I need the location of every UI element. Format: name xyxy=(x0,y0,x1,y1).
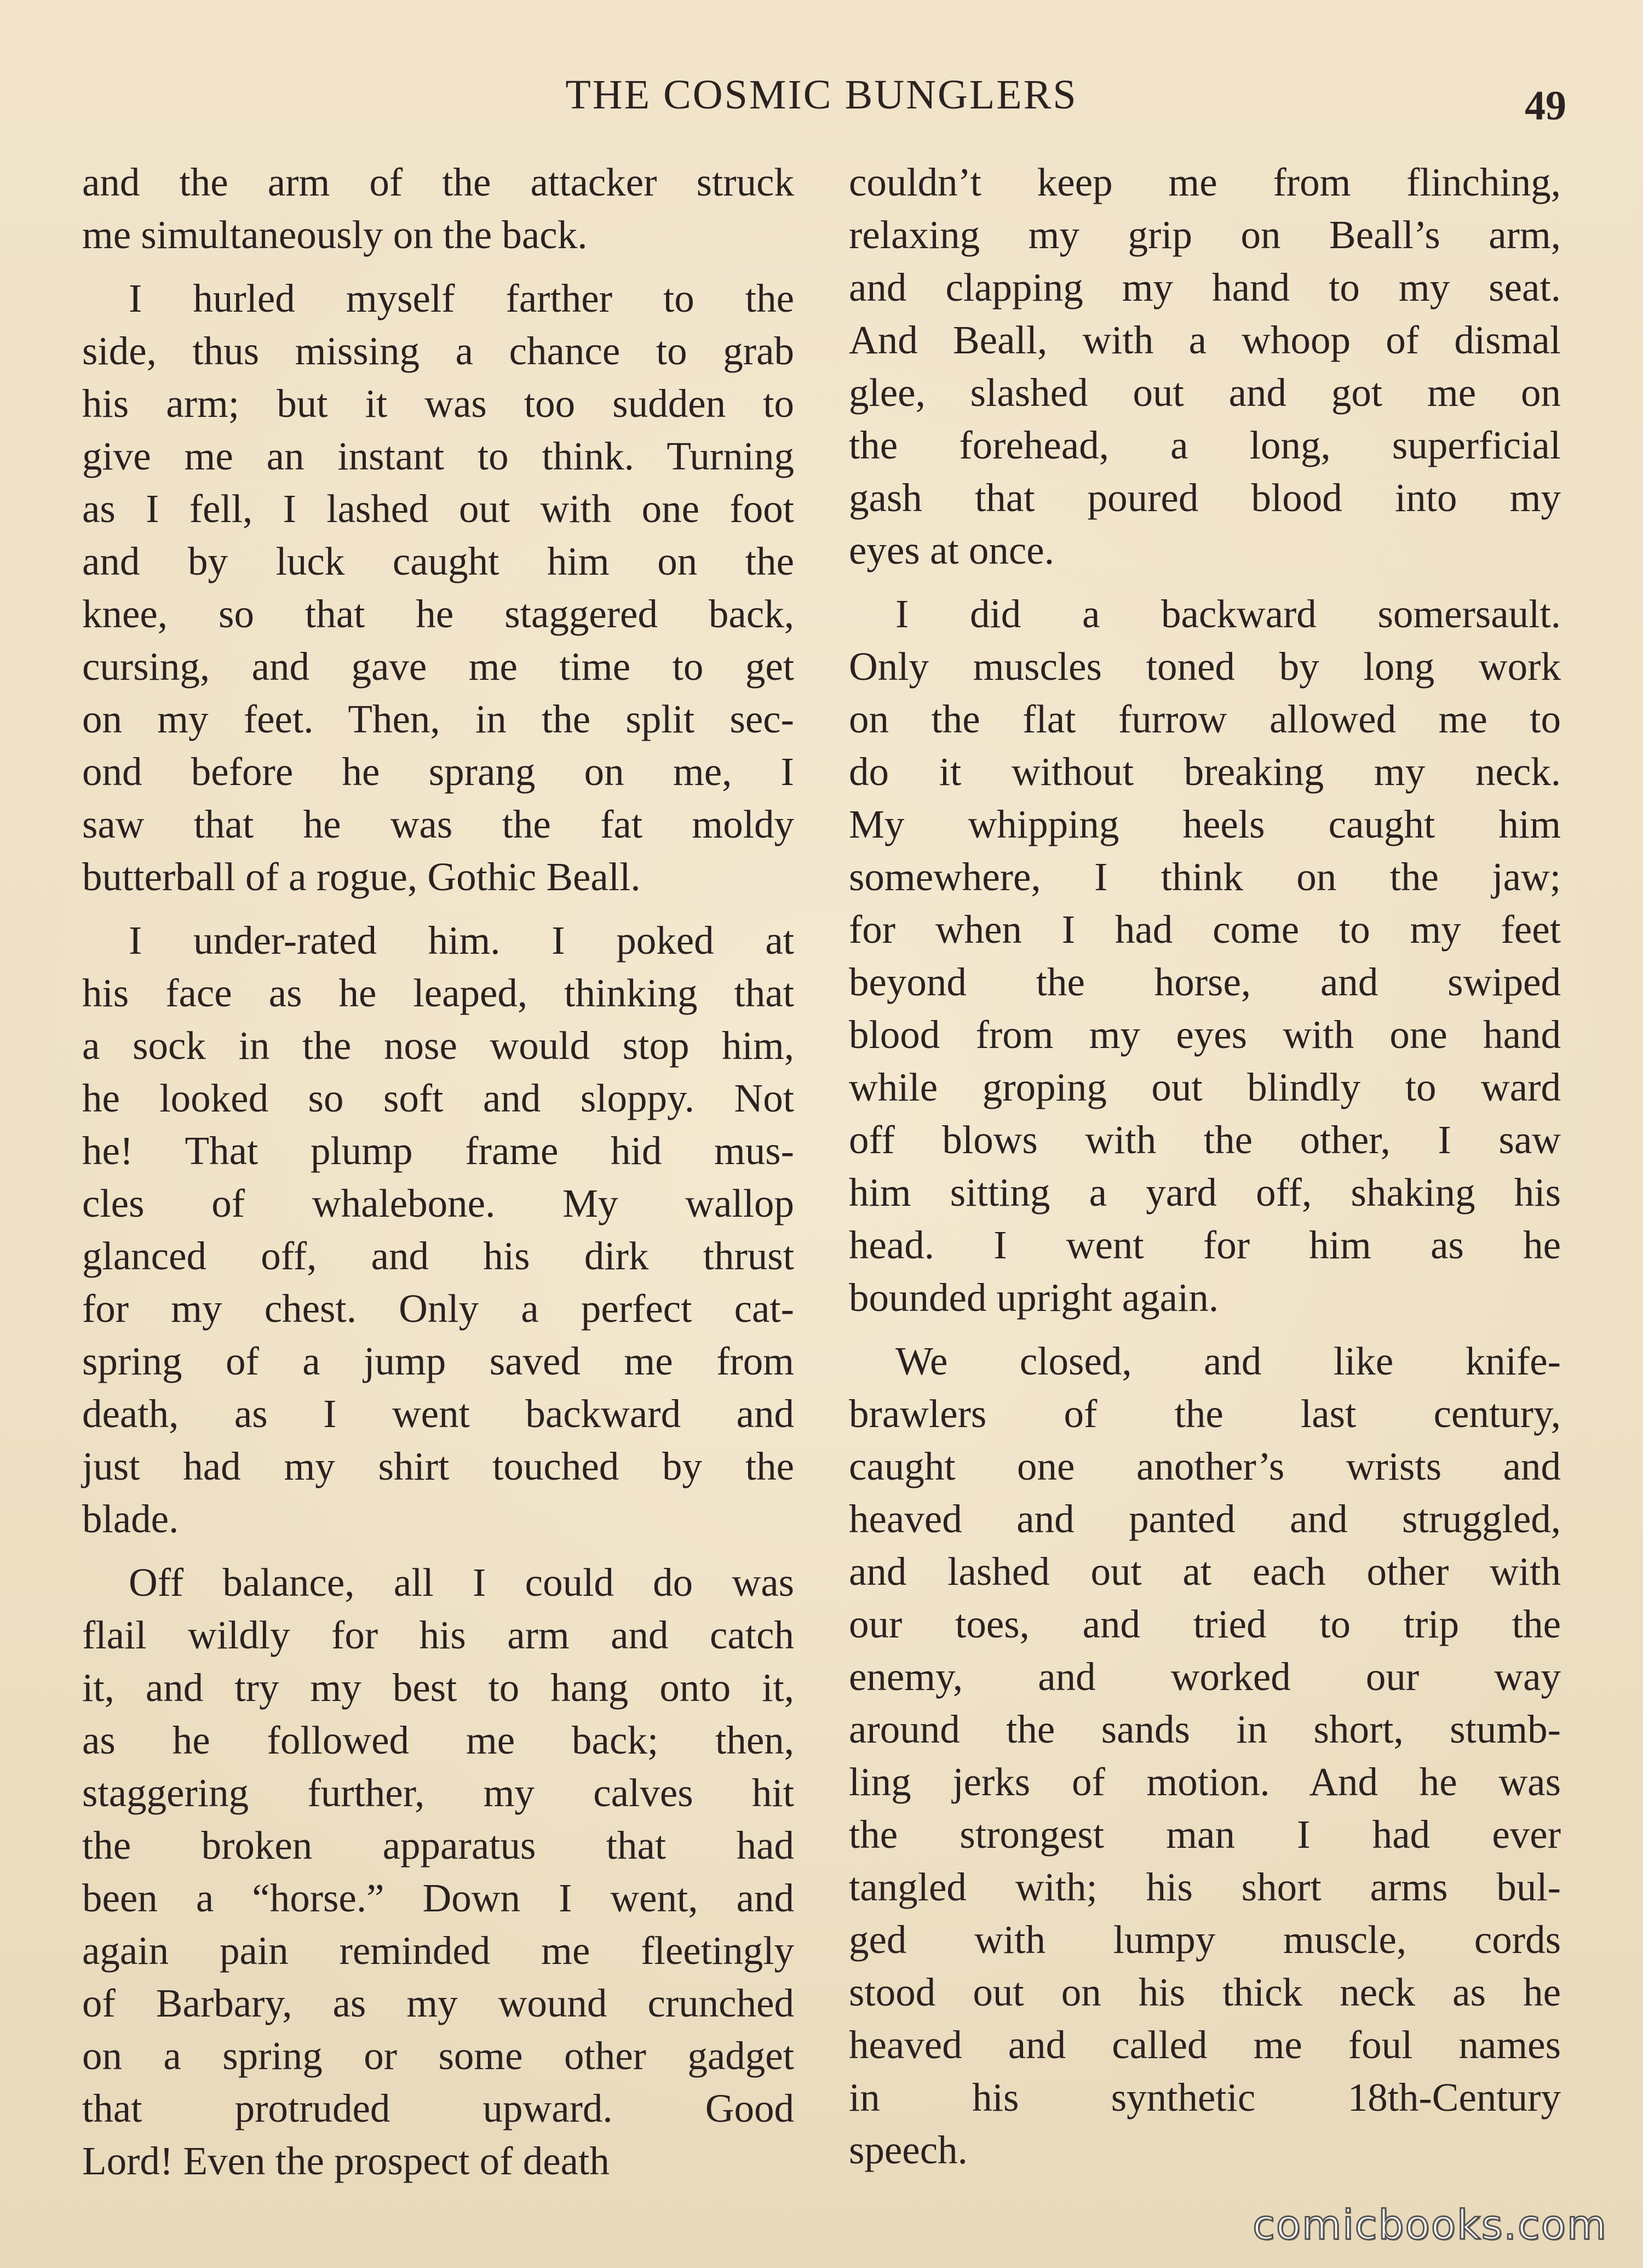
text-line: just had my shirt touched by the xyxy=(82,1444,794,1488)
text-line: knee, so that he staggered back, xyxy=(82,592,794,636)
text-line: relaxing my grip on Beall’s arm, xyxy=(849,213,1561,257)
text-line: blood from my eyes with one hand xyxy=(849,1012,1561,1057)
text-line: We closed, and like knife- xyxy=(895,1339,1561,1383)
text-line: head. I went for him as he xyxy=(849,1223,1561,1267)
text-line: Off balance, all I could do was xyxy=(129,1560,794,1605)
text-line: it, and try my best to hang onto it, xyxy=(82,1665,794,1710)
text-line: spring of a jump saved me from xyxy=(82,1339,794,1383)
text-line: cursing, and gave me time to get xyxy=(82,644,794,689)
text-line: enemy, and worked our way xyxy=(849,1654,1561,1699)
text-line: his arm; but it was too sudden to xyxy=(82,381,794,426)
text-line: gash that poured blood into my xyxy=(849,476,1561,520)
text-line: our toes, and tried to trip the xyxy=(849,1602,1561,1646)
text-line: his face as he leaped, thinking that xyxy=(82,971,794,1015)
text-line: butterball of a rogue, Gothic Beall. xyxy=(82,855,641,899)
text-line: stood out on his thick neck as he xyxy=(849,1970,1561,2014)
text-line: heaved and called me foul names xyxy=(849,2023,1561,2067)
text-line: that protruded upward. Good xyxy=(82,2086,794,2130)
text-line: cles of whalebone. My wallop xyxy=(82,1181,794,1225)
paragraph xyxy=(849,588,1561,1324)
text-line: and the arm of the attacker struck xyxy=(82,160,794,204)
text-line: tangled with; his short arms bul- xyxy=(849,1865,1561,1909)
paragraph xyxy=(82,914,794,1545)
text-line: beyond the horse, and swiped xyxy=(849,960,1561,1004)
text-line: been a “horse.” Down I went, and xyxy=(82,1876,794,1920)
text-line: eyes at once. xyxy=(849,528,1054,572)
paragraph xyxy=(849,1335,1561,2177)
paragraph xyxy=(849,156,1561,577)
text-line: the strongest man I had ever xyxy=(849,1812,1561,1857)
text-line: off blows with the other, I saw xyxy=(849,1118,1561,1162)
text-line: staggering further, my calves hit xyxy=(82,1771,794,1815)
text-line: again pain reminded me fleetingly xyxy=(82,1928,794,1973)
text-line: I hurled myself farther to the xyxy=(129,276,794,320)
text-line: My whipping heels caught him xyxy=(849,802,1561,846)
text-line: blade. xyxy=(82,1497,179,1541)
right-column xyxy=(849,156,1561,2187)
text-line: I did a backward somersault. xyxy=(895,592,1561,636)
text-line: on a spring or some other gadget xyxy=(82,2034,794,2078)
left-column xyxy=(82,156,794,2198)
text-line: caught one another’s wrists and xyxy=(849,1444,1561,1488)
paragraph xyxy=(82,272,794,903)
text-line: ling jerks of motion. And he was xyxy=(849,1760,1561,1804)
text-line: the forehead, a long, superficial xyxy=(849,423,1561,467)
text-line: death, as I went backward and xyxy=(82,1391,794,1436)
text-line: for when I had come to my feet xyxy=(849,907,1561,952)
text-line: and lashed out at each other with xyxy=(849,1549,1561,1594)
text-line: and clapping my hand to my seat. xyxy=(849,265,1561,310)
paragraph xyxy=(82,156,794,261)
text-line: give me an instant to think. Turning xyxy=(82,434,794,478)
text-line: glee, slashed out and got me on xyxy=(849,370,1561,415)
text-line: speech. xyxy=(849,2128,968,2172)
text-line: saw that he was the fat moldy xyxy=(82,802,794,846)
text-line: on my feet. Then, in the split sec- xyxy=(82,697,794,741)
text-line: as I fell, I lashed out with one foot xyxy=(82,486,794,531)
text-line: side, thus missing a chance to grab xyxy=(82,329,794,373)
page-number: 49 xyxy=(1525,83,1566,129)
text-line: And Beall, with a whoop of dismal xyxy=(849,318,1561,362)
text-line: couldn’t keep me from flinching, xyxy=(849,160,1561,204)
text-line: glanced off, and his dirk thrust xyxy=(82,1234,794,1278)
watermark: comicbooks.com xyxy=(1253,2202,1607,2249)
text-line: he! That plump frame hid mus- xyxy=(82,1129,794,1173)
text-line: a sock in the nose would stop him, xyxy=(82,1023,794,1068)
text-line: around the sands in short, stumb- xyxy=(849,1707,1561,1751)
text-line: as he followed me back; then, xyxy=(82,1718,794,1762)
text-line: bounded upright again. xyxy=(849,1275,1219,1320)
text-line: I under-rated him. I poked at xyxy=(129,918,794,963)
text-line: ond before he sprang on me, I xyxy=(82,749,794,794)
text-line: for my chest. Only a perfect cat- xyxy=(82,1286,794,1331)
text-line: and by luck caught him on the xyxy=(82,539,794,583)
paragraph xyxy=(82,1556,794,2187)
text-line: flail wildly for his arm and catch xyxy=(82,1613,794,1657)
text-line: brawlers of the last century, xyxy=(849,1391,1561,1436)
text-line: the broken apparatus that had xyxy=(82,1823,794,1868)
text-line: somewhere, I think on the jaw; xyxy=(849,855,1561,899)
text-line: while groping out blindly to ward xyxy=(849,1065,1561,1109)
text-line: on the flat furrow allowed me to xyxy=(849,697,1561,741)
text-line: ged with lumpy muscle, cords xyxy=(849,1917,1561,1962)
text-line: me simultaneously on the back. xyxy=(82,213,588,257)
text-line: of Barbary, as my wound crunched xyxy=(82,1981,794,2025)
text-line: Only muscles toned by long work xyxy=(849,644,1561,689)
text-line: him sitting a yard off, shaking his xyxy=(849,1170,1561,1215)
running-head: THE COSMIC BUNGLERS xyxy=(565,72,1078,118)
text-line: Lord! Even the prospect of death xyxy=(82,2139,610,2183)
text-line: do it without breaking my neck. xyxy=(849,749,1561,794)
text-line: in his synthetic 18th-Century xyxy=(849,2075,1561,2120)
text-line: heaved and panted and struggled, xyxy=(849,1497,1561,1541)
text-line: he looked so soft and sloppy. Not xyxy=(82,1076,794,1120)
